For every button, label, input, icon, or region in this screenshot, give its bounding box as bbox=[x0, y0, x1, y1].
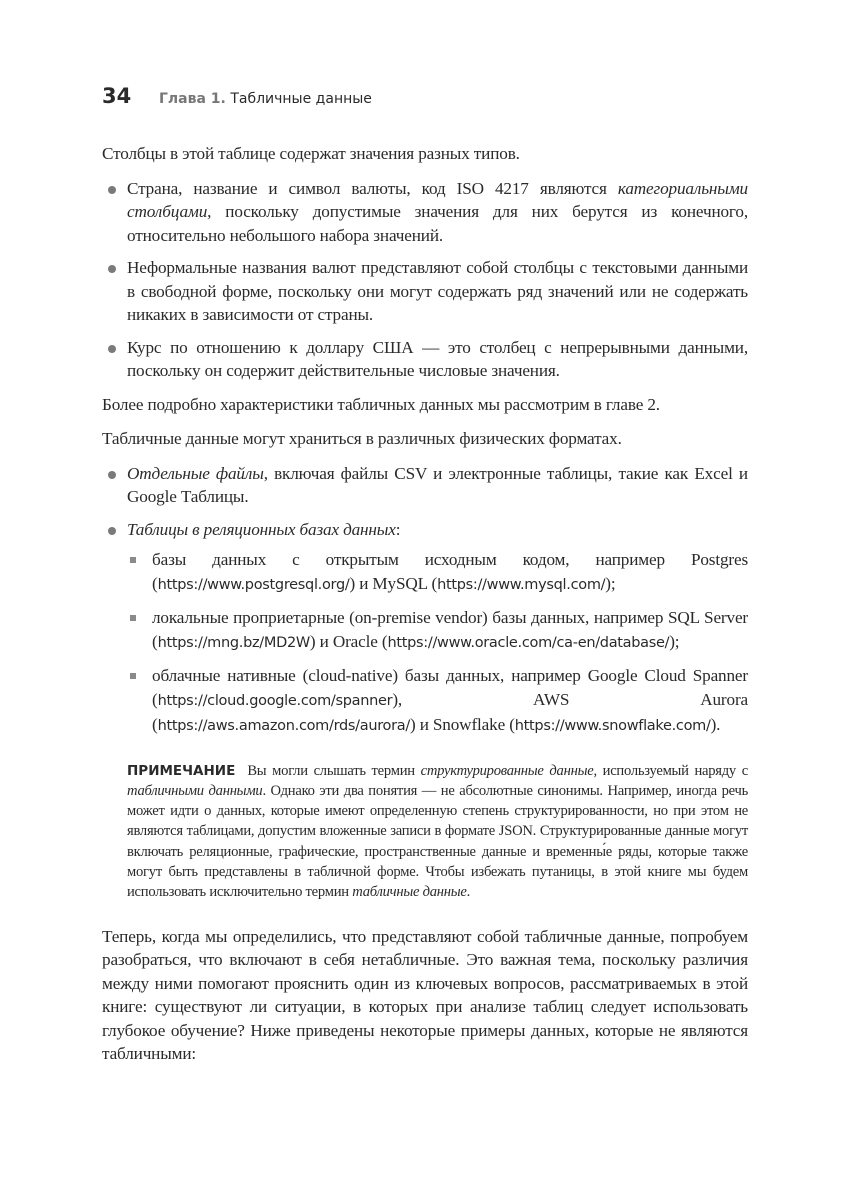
spanner-link[interactable]: https://cloud.google.com/spanner bbox=[157, 692, 393, 709]
aurora-link[interactable]: https://aws.amazon.com/rds/aurora/ bbox=[157, 718, 410, 734]
item-text: , включая файлы CSV и электронные таблицы, такие как Excel и Google Таблицы. bbox=[127, 463, 748, 506]
databases-sublist bbox=[127, 548, 748, 739]
item-text: , поскольку допустимые значения для них берутся из конечного, относительно небольшого набора значений. bbox=[127, 202, 748, 245]
note-block bbox=[127, 761, 748, 903]
note-text: . Однако эти два понятия — не абсолютные синонимы. Например, иногда речь может идти о данных, которые имеют определенную степень структурированности, но при этом не являются таблицами, допустим вложенные записи в формате JSON. Структурированные данные могут включать реляционные, графические, пространственные данные и временны́е ряды, которые также могут быть представлены в табличной форме. Чтобы избежать путаницы, в этой книге мы будем использовать исключительно термин bbox=[127, 782, 748, 901]
note-text: Вы могли слышать термин bbox=[247, 762, 421, 779]
sublist-item bbox=[127, 548, 748, 597]
item-text: ); bbox=[669, 631, 680, 651]
bullet-icon bbox=[108, 265, 116, 273]
item-text: локальные проприетарные (on-premise vendor) базы данных, например SQL Server ( bbox=[152, 608, 748, 651]
item-text: Курс по отношению к доллару США — это столбец с непрерывными данными, поскольку он содержит действительные числовые значения. bbox=[127, 337, 748, 380]
snowflake-link[interactable]: https://www.snowflake.com/ bbox=[514, 718, 711, 734]
list-item bbox=[102, 256, 748, 327]
square-bullet-icon bbox=[130, 673, 136, 679]
item-text: Страна, название и символ валюты, код ISO 4217 являются bbox=[127, 178, 618, 198]
emphasis-text: категориальными столбцами bbox=[127, 178, 748, 221]
item-text: : bbox=[395, 519, 401, 539]
postgres-link[interactable]: https://www.postgresql.org/ bbox=[157, 576, 350, 593]
bullet-icon bbox=[108, 186, 116, 194]
note-text: , используемый наряду с bbox=[593, 762, 749, 779]
bullet-icon bbox=[108, 471, 116, 479]
chapter2-paragraph: Более подробно характеристики табличных данных мы рассмотрим в главе 2. bbox=[102, 394, 660, 414]
square-bullet-icon bbox=[130, 615, 136, 621]
note-text: . bbox=[466, 884, 471, 901]
mysql-link[interactable]: https://www.mysql.com/ bbox=[437, 576, 606, 593]
book-page bbox=[102, 84, 748, 1077]
item-text: облачные нативные (cloud-native) базы данных, например Google Cloud Spanner ( bbox=[152, 666, 748, 709]
item-text: ) и Snowflake ( bbox=[409, 715, 515, 734]
sql-server-link[interactable]: https://mng.bz/MD2W bbox=[157, 634, 310, 651]
sublist-item bbox=[127, 606, 748, 655]
chapter-title bbox=[159, 91, 372, 107]
closing-paragraph: Теперь, когда мы определились, что представляют собой табличные данные, попробуем разобраться, что включают в себя нетабличные. Это важная тема, поскольку различия между ними помогают прояснить один из ключевых вопросов, рассматриваемых в этой книге: существуют ли ситуации, в которых при анализе таблиц следует использовать глубокое обучение? Ниже приведены некоторые примеры данных, которые не являются табличными: bbox=[102, 926, 748, 1064]
note-label: ПРИМЕЧАНИЕ bbox=[127, 762, 236, 779]
sublist-item bbox=[127, 664, 748, 739]
bullet-icon bbox=[108, 345, 116, 353]
square-bullet-icon bbox=[130, 557, 136, 563]
list-item bbox=[102, 518, 748, 739]
emphasis-text: Таблицы в реляционных базах данных bbox=[127, 519, 396, 539]
list-item bbox=[102, 177, 748, 248]
item-text: ), AWS Aurora ( bbox=[152, 689, 748, 734]
formats-list bbox=[102, 462, 748, 739]
item-text: ); bbox=[605, 573, 616, 593]
list-item bbox=[102, 336, 748, 383]
emphasis-text: Отдельные файлы bbox=[127, 463, 264, 483]
formats-paragraph: Табличные данные могут храниться в различных физических форматах. bbox=[102, 429, 622, 448]
bullet-icon bbox=[108, 527, 116, 535]
item-text: ). bbox=[710, 715, 721, 734]
item-text: ) и MySQL ( bbox=[349, 573, 438, 593]
emphasis-text: структурированные данные bbox=[420, 762, 594, 779]
emphasis-text: табличные данные bbox=[352, 884, 467, 901]
running-header bbox=[102, 84, 748, 114]
column-types-list bbox=[102, 177, 748, 383]
oracle-link[interactable]: https://www.oracle.com/ca-en/database/ bbox=[387, 634, 670, 651]
emphasis-text: табличными данными bbox=[127, 782, 263, 799]
chapter-name: Табличные данные bbox=[225, 91, 372, 107]
chapter-prefix: Глава 1. bbox=[159, 91, 226, 107]
item-text: Неформальные названия валют представляют собой столбцы с текстовыми данными в свободной форме, поскольку они могут содержать ряд значений или не содержать никаких в зависимости от страны. bbox=[127, 258, 748, 324]
item-text: базы данных с открытым исходным кодом, например Postgres ( bbox=[152, 550, 748, 593]
list-item bbox=[102, 462, 748, 509]
item-text: ) и Oracle ( bbox=[309, 631, 388, 651]
intro-paragraph: Столбцы в этой таблице содержат значения разных типов. bbox=[102, 144, 520, 163]
page-number: 34 bbox=[102, 84, 132, 108]
